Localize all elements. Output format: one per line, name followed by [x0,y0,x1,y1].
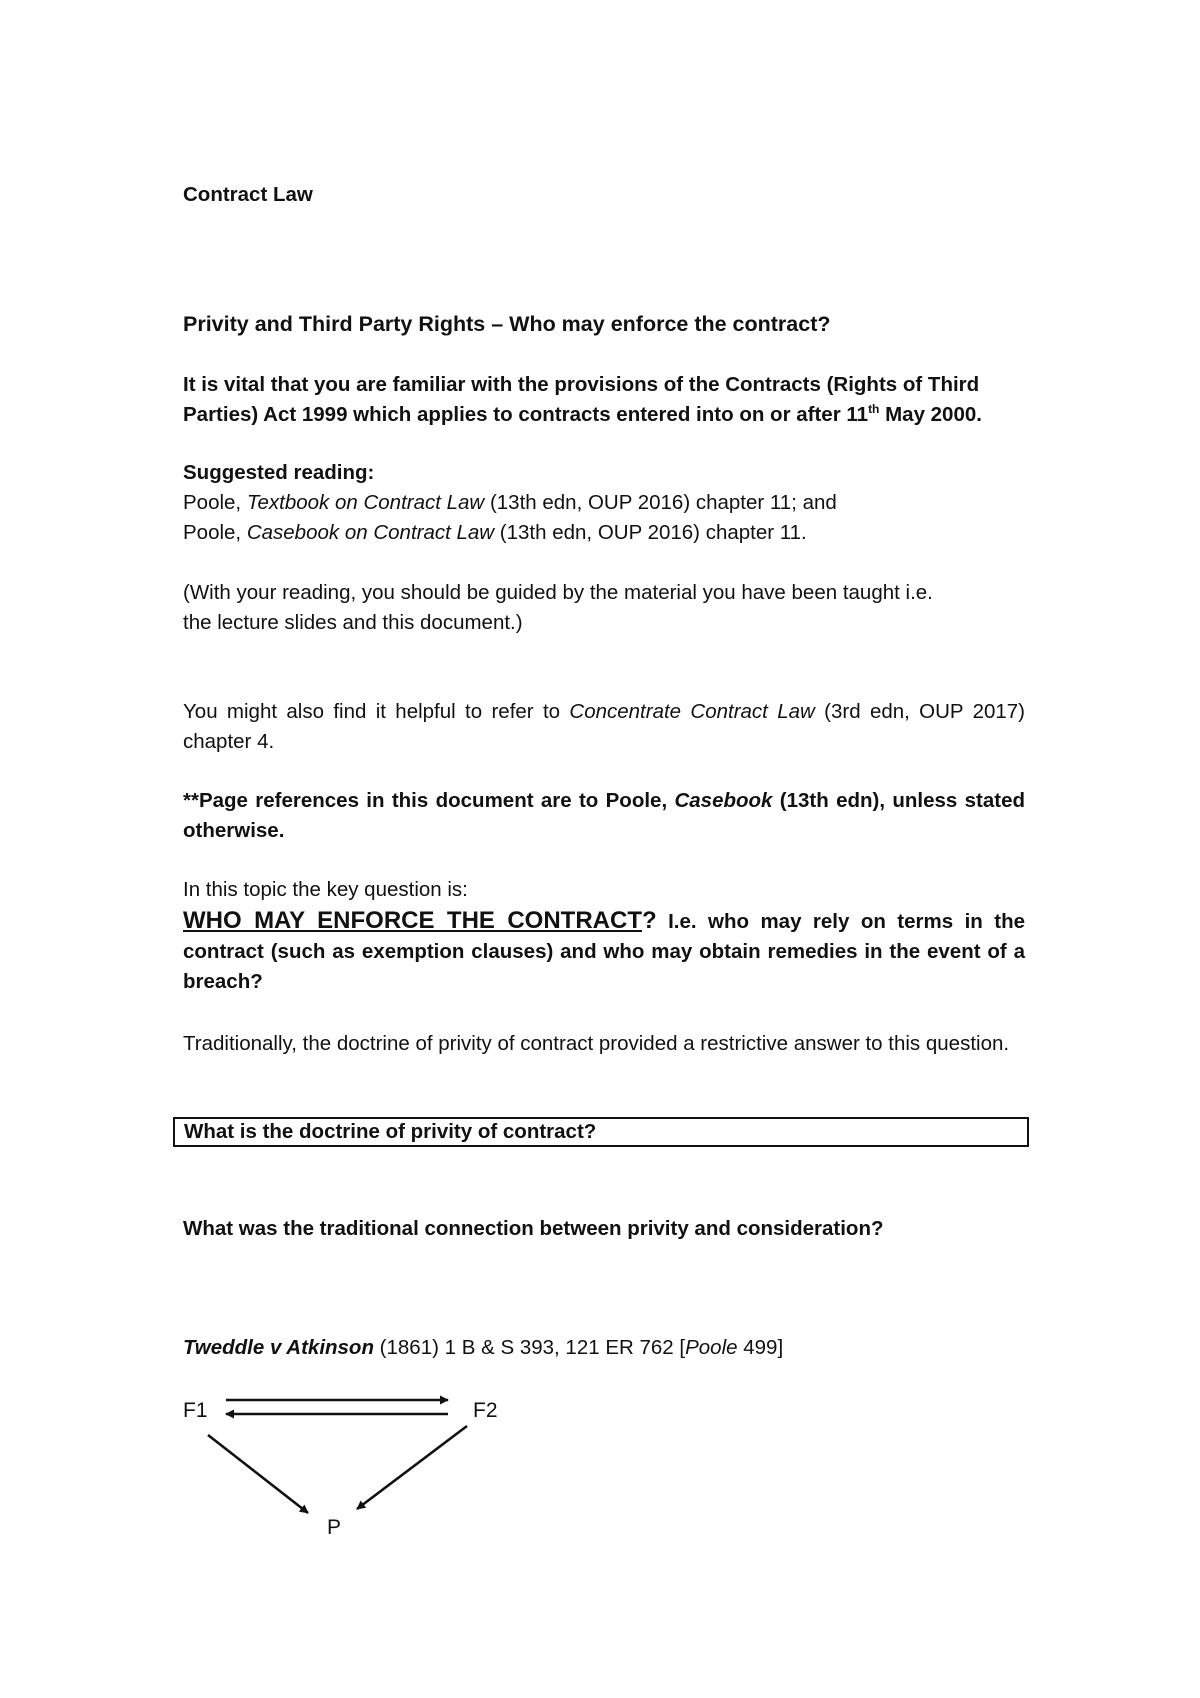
connection-question: What was the traditional connection between privity and consideration? [183,1217,884,1240]
suggested-reading-label: Suggested reading: [183,461,375,484]
case-name: Tweddle v Atkinson [183,1336,374,1359]
diagram-node-p: P [327,1516,342,1539]
suggested-reading [183,458,1025,548]
key-question-intro: In this topic the key question is: [183,878,468,901]
arrow-f2-to-p [357,1426,467,1509]
page-references-note: **Page references in this document are to Poole, Casebook (13th edn), unless stated otherwise. [183,789,1025,842]
case-citation: Tweddle v Atkinson (1861) 1 B & S 393, 121 ER 762 [Poole 499] [183,1336,784,1359]
diagram-node-f1: F1 [183,1399,208,1422]
key-question-emphasis: WHO MAY ENFORCE THE CONTRACT [183,907,642,934]
traditionally-paragraph: Traditionally, the doctrine of privity of contract provided a restrictive answer to this question. [183,1032,1010,1055]
reading-item-casebook: Poole, Casebook on Contract Law (13th edn, OUP 2016) chapter 11. [183,521,807,544]
boxed-question: What is the doctrine of privity of contract? [173,1117,1029,1147]
reading-item-textbook: Poole, Textbook on Contract Law (13th edn, OUP 2016) chapter 11; and [183,491,837,514]
diagram-node-f2: F2 [473,1399,498,1422]
arrow-f1-to-p [208,1435,308,1513]
document-title: Contract Law [183,183,313,206]
section-heading: Privity and Third Party Rights – Who may enforce the contract? [183,312,831,336]
concentrate-reference: You might also find it helpful to refer to Concentrate Contract Law (3rd edn, OUP 2017) chapter 4. [183,700,1025,753]
reading-guidance: (With your reading, you should be guided by the material you have been taught i.e. the lecture slides and this document.) [183,581,933,634]
vital-notice: It is vital that you are familiar with the provisions of the Contracts (Rights of Third Parties) Act 1999 which applies to contracts entered into on or after 11th May 2000. [183,370,1025,430]
key-question: WHO MAY ENFORCE THE CONTRACT? I.e. who may rely on terms in the contract (such as exemption clauses) and who may obtain remedies in the event of a breach? [183,907,1025,993]
vital-notice-line2: Parties) Act 1999 which applies to contracts entered into on or after 11th May 2000. [183,402,982,426]
